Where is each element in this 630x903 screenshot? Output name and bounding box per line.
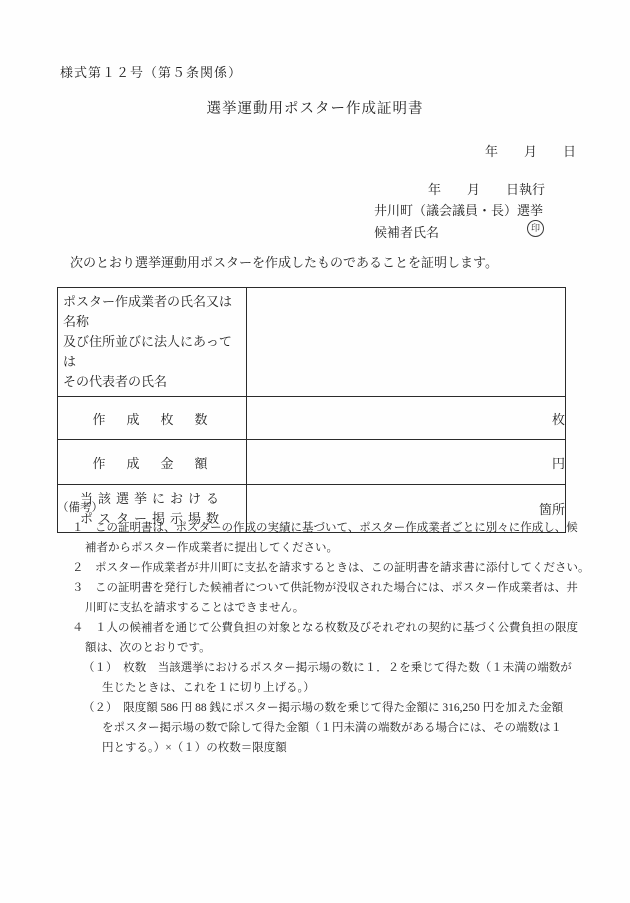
election-date-line: 年 月 日執行 bbox=[428, 182, 546, 197]
candidate-name-label: 候補者氏名 bbox=[374, 225, 440, 240]
election-name: 井川町（議会議員・長）選挙 bbox=[374, 203, 544, 218]
remark-line: 円とする。）×（１）の枚数＝限度額 bbox=[102, 742, 287, 754]
amount-label: 作 成 金 額 bbox=[92, 455, 212, 471]
seal-character: 印 bbox=[530, 223, 540, 233]
poster-certificate-table bbox=[57, 287, 566, 533]
maker-name-label-cell bbox=[58, 288, 247, 397]
remark-line: をポスター掲示場の数で除して得た金額（１円未満の端数がある場合には、その端数は１ bbox=[102, 722, 562, 734]
maker-label-line: その代表者の氏名 bbox=[63, 374, 168, 389]
maker-label-line: 及び住所並びに法人にあっては bbox=[63, 334, 232, 369]
remarks-section bbox=[57, 498, 590, 758]
certification-sentence: 次のとおり選挙運動用ポスターを作成したものであることを証明します。 bbox=[57, 255, 498, 270]
remark-line: ４ １人の候補者を通じて公費負担の対象となる枚数及びそれぞれの契約に基づく公費負担の限度 bbox=[72, 622, 578, 634]
page-title: 選挙運動用ポスター作成証明書 bbox=[206, 101, 424, 117]
poster-sites-label-line: 当該選挙における bbox=[79, 490, 224, 506]
poster-sites-value-cell: 箇所 bbox=[247, 485, 566, 533]
remarks-heading: （備考） bbox=[57, 502, 103, 514]
seal-icon bbox=[527, 220, 544, 237]
remark-line: 額は、次のとおりです。 bbox=[85, 642, 211, 654]
remark-line: （１） 枚数 当該選挙におけるポスター掲示場の数に１．２を乗じて得た数（１未満の端数が bbox=[83, 662, 572, 674]
remark-line: 生じたときは、これを１に切り上げる。） bbox=[102, 682, 315, 694]
copies-label-cell bbox=[58, 397, 247, 440]
table-row-amount bbox=[58, 440, 566, 485]
remark-line: 川町に支払を請求することはできません。 bbox=[85, 602, 305, 614]
form-number: 様式第１２号（第５条関係） bbox=[60, 65, 243, 80]
issue-date-line: 年 月 日 bbox=[485, 144, 577, 159]
amount-label-cell bbox=[58, 440, 247, 485]
remark-line: ２ ポスター作成業者が井川町に支払を請求するときは、この証明書を請求書に添付してください。 bbox=[72, 562, 590, 574]
copies-value-cell: 枚 bbox=[247, 397, 566, 440]
remark-line: １ この証明書は、ポスターの作成の実績に基づいて、ポスター作成業者ごとに別々に作成し、候 bbox=[72, 522, 578, 534]
remark-line: 補者からポスター作成業者に提出してください。 bbox=[85, 542, 338, 554]
copies-label: 作 成 枚 数 bbox=[92, 411, 212, 427]
table-row-maker-name bbox=[58, 288, 566, 397]
amount-value-cell: 円 bbox=[247, 440, 566, 485]
maker-name-value-cell bbox=[247, 288, 566, 397]
table-row-copies bbox=[58, 397, 566, 440]
poster-sites-label-line: ポスター掲示場数 bbox=[79, 510, 224, 526]
maker-label-line: ポスター作成業者の氏名又は名称 bbox=[63, 294, 233, 329]
remark-line: （２） 限度額 586 円 88 銭にポスター掲示場の数を乗じて得た金額に 316,250 円を加えた金額 bbox=[83, 702, 564, 714]
remark-line: ３ この証明書を発行した候補者について供託物が没収された場合には、ポスター作成業者は、井 bbox=[72, 582, 578, 594]
